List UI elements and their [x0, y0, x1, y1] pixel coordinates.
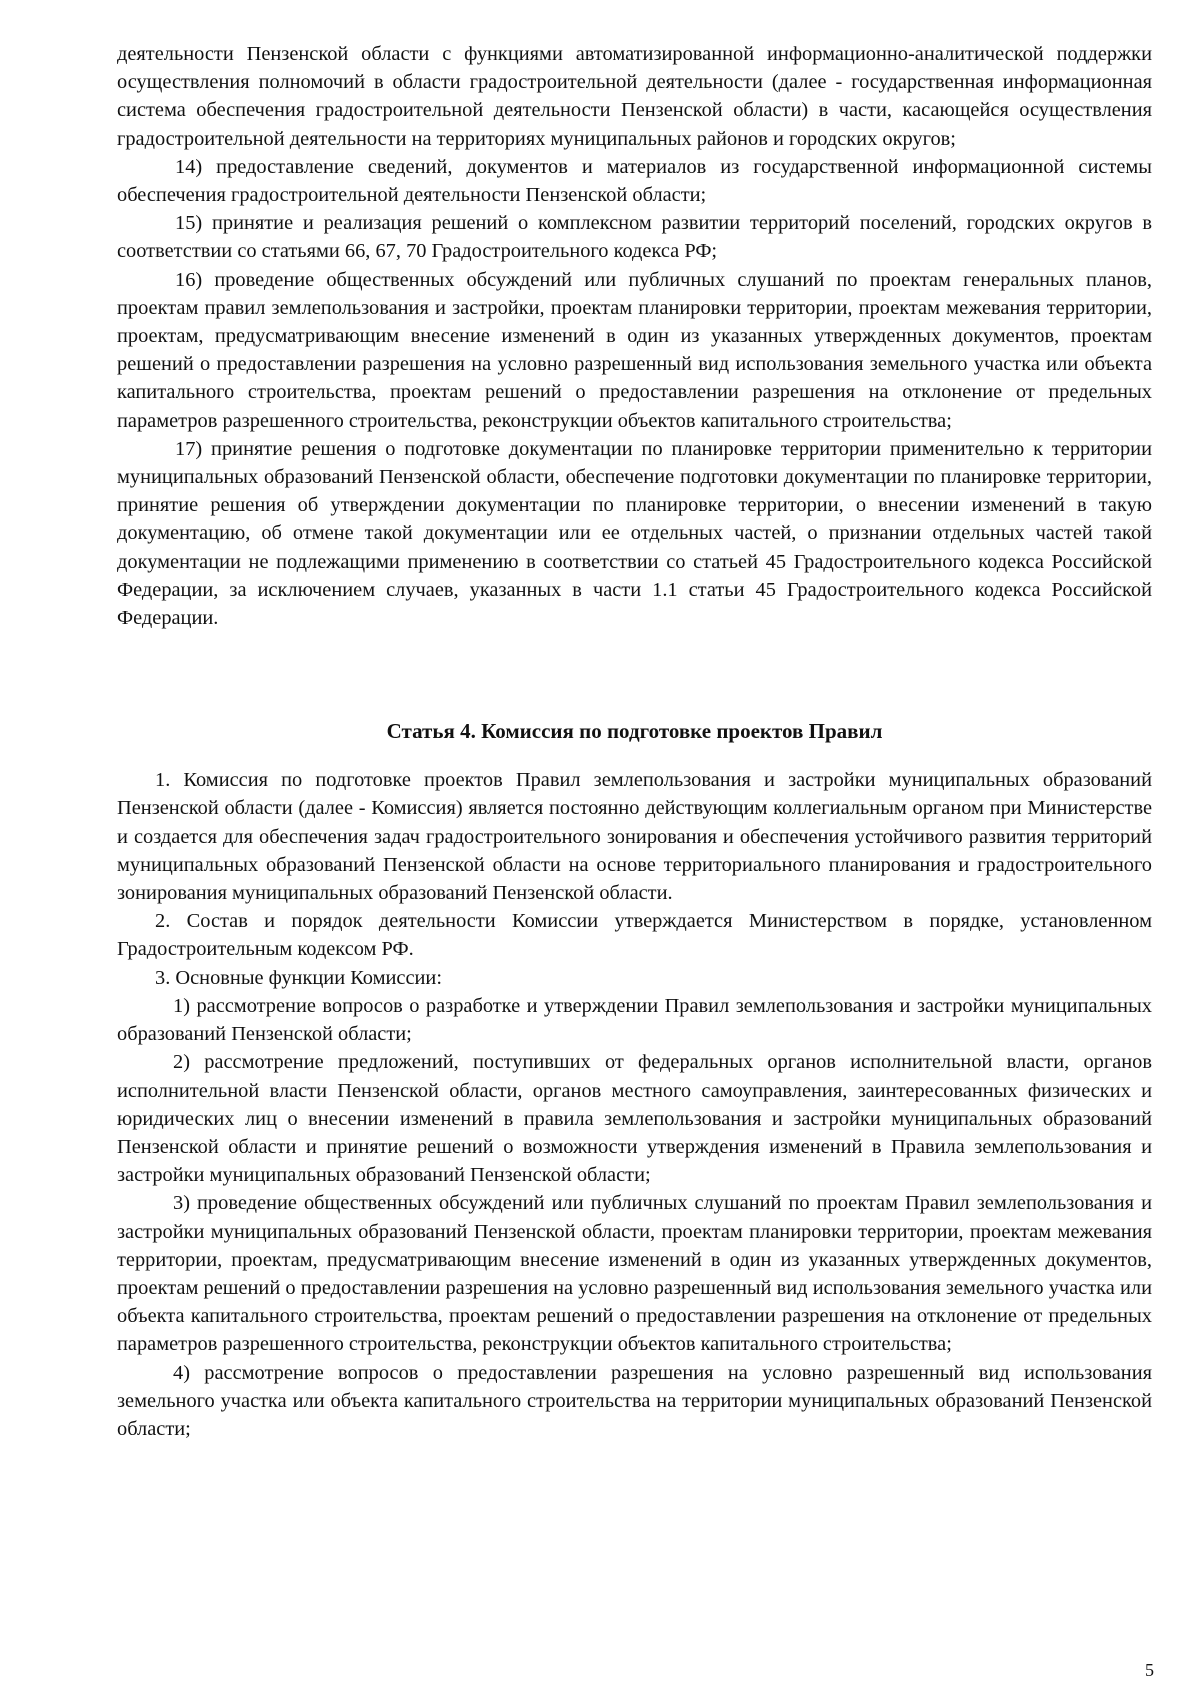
paragraph-continuation: деятельности Пензенской области с функциями автоматизированной информационно-аналитической поддержки осуществления полномочий в области градостроительной деятельности (далее - государственная информационная система обеспечения градостроительной деятельности Пензенской области) в части, касающейся осуществления градостроительной деятельности на территориях муниципальных районов и городских округов; — [117, 43, 1152, 150]
paragraph-item-17: 17) принятие решения о подготовке документации по планировке территории применительно к территории муниципальных образований Пензенской области, обеспечение подготовки документации по планировке территории, принятие решения об утверждении документации по планировке территории, о внесении изменений в такую документацию, об отмене такой документации или ее отдельных частей, о признании отдельных частей такой документации не подлежащими применению в соответствии со статьей 45 Градостроительного кодекса Российской Федерации, за исключением случаев, указанных в части 1.1 статьи 45 Градостроительного кодекса Российской Федерации. — [117, 437, 1152, 630]
paragraph-function-2: 2) рассмотрение предложений, поступивших от федеральных органов исполнительной власти, органов исполнительной власти Пензенской области, органов местного самоуправления, заинтересованных физических и юридических лиц о внесении изменений в правила землепользования и застройки муниципальных образований Пензенской области и принятие решений о возможности утверждения изменений в Правила землепользования и застройки муниципальных образований Пензенской области; — [117, 1051, 1152, 1187]
paragraph-item-15: 15) принятие и реализация решений о комплексном развитии территорий поселений, городских округов в соответствии со статьями 66, 67, 70 Градостроительного кодекса РФ; — [117, 212, 1152, 263]
paragraph-clause-2: 2. Состав и порядок деятельности Комиссии утверждается Министерством в порядке, установленном Градостроительным кодексом РФ. — [117, 910, 1152, 961]
page-number: 5 — [1145, 1660, 1154, 1680]
article-heading: Статья 4. Комиссия по подготовке проектов Правил — [386, 719, 883, 744]
paragraph-clause-3: 3. Основные функции Комиссии: — [155, 966, 443, 989]
document-page — [117, 40, 1152, 1443]
paragraph-item-16: 16) проведение общественных обсуждений или публичных слушаний по проектам генеральных планов, проектам правил землепользования и застройки, проектам планировки территории, проектам межевания территории, проектам, предусматривающим внесение изменений в один из указанных утвержденных документов, проектам решений о предоставлении разрешения на условно разрешенный вид использования земельного участка или объекта капитального строительства, проектам решений о предоставлении разрешения на отклонение от предельных параметров разрешенного строительства, реконструкции объектов капитального строительства; — [117, 268, 1152, 432]
paragraph-function-3: 3) проведение общественных обсуждений или публичных слушаний по проектам Правил землепользования и застройки муниципальных образований Пензенской области, проектам планировки территории, проектам межевания территории, проектам, предусматривающим внесение изменений в один из указанных утвержденных документов, проектам решений о предоставлении разрешения на условно разрешенный вид использования земельного участка или объекта капитального строительства, проектам решений о предоставлении разрешения на отклонение от предельных параметров разрешенного строительства, реконструкции объектов капитального строительства; — [117, 1192, 1152, 1356]
paragraph-function-1: 1) рассмотрение вопросов о разработке и утверждении Правил землепользования и застройки муниципальных образований Пензенской области; — [117, 994, 1152, 1046]
paragraph-clause-1: 1. Комиссия по подготовке проектов Правил землепользования и застройки муниципальных образований Пензенской области (далее - Комиссия) является постоянно действующим коллегиальным органом при Министерстве и создается для обеспечения задач градостроительного зонирования и обеспечения устойчивого развития территорий муниципальных образований Пензенской области на основе территориального планирования и градостроительного зонирования муниципальных образований Пензенской области. — [117, 769, 1152, 905]
paragraph-item-14: 14) предоставление сведений, документов и материалов из государственной информационной системы обеспечения градостроительной деятельности Пензенской области; — [117, 155, 1152, 207]
paragraph-function-4: 4) рассмотрение вопросов о предоставлении разрешения на условно разрешенный вид использования земельного участка или объекта капитального строительства на территории муниципальных образований Пензенской области; — [117, 1361, 1152, 1440]
